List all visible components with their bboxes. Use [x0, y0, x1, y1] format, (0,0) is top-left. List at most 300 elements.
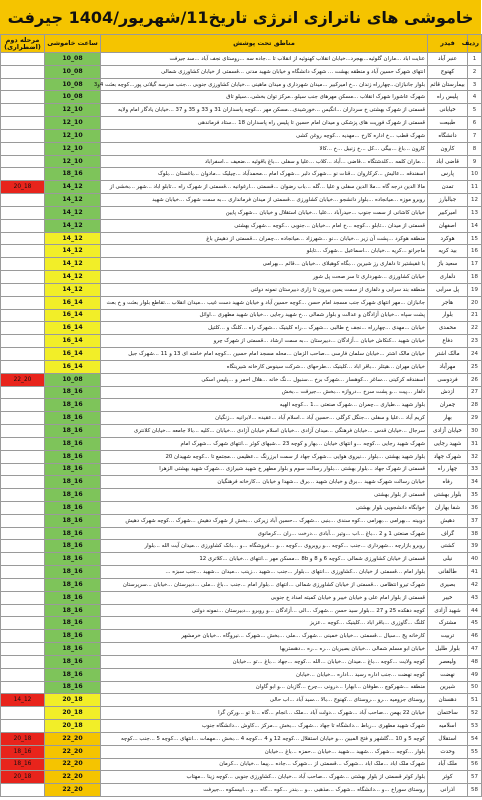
row-index: 26: [468, 373, 482, 386]
outage-time: 10_12: [45, 142, 101, 155]
outage-time: 16_18: [45, 553, 101, 566]
table-row: [1, 489, 482, 502]
feeder-name: نهضت: [428, 668, 468, 681]
emergency-stage: [1, 617, 45, 630]
row-index: 19: [468, 283, 482, 296]
covered-areas: بلوار شهید ...طیاری ...چمران ...شهرک صنعتی ...1 ...کوچه الهیه: [101, 399, 428, 412]
table-row: [1, 322, 482, 335]
feeder-name: بلوار بهشتی: [428, 489, 468, 502]
outage-time: 16_18: [45, 450, 101, 463]
feeder-name: کهنوج: [428, 65, 468, 78]
table-row: [1, 771, 482, 784]
outage-time: 12_14: [45, 206, 101, 219]
outage-time: 08_10: [45, 65, 101, 78]
covered-areas: خیابان مالک اشتر ...خیابان سلمان فارسی ...صاحب الزمان ...محله مسجد امام حسین ...کوچه امام خامنه ای 13 و 11 ...شهرک جبل: [101, 348, 428, 361]
sheet-title: خاموشی های ناترازی انرژی تاریخ11/شهریور/1404 جیرفت: [0, 0, 481, 35]
header-row: [1, 35, 482, 53]
table-row: [1, 399, 482, 412]
covered-areas: کوچه دهکده 25 و 27 ...بلوار سید حسن ...شهرک ...الی ...آزادگان ...و روبرو ...دبیرستان ...نمونه دولتی: [101, 604, 428, 617]
table-row: [1, 309, 482, 322]
table-row: [1, 53, 482, 66]
table-row: [1, 527, 482, 540]
row-index: 55: [468, 745, 482, 758]
table-row: [1, 553, 482, 566]
outage-time: 12_14: [45, 181, 101, 194]
table-row: [1, 194, 482, 207]
table-row: [1, 271, 482, 284]
emergency-stage: 18_20: [1, 732, 45, 745]
covered-areas: کریم آباد ...علیا و سفلی ...جنگل کرگلی ...حسین آباد ...اسلام آباد ...عقیده ...لابرانیه ...زنگیان: [101, 412, 428, 425]
emergency-stage: [1, 206, 45, 219]
emergency-stage: 16_18: [1, 758, 45, 771]
row-index: 32: [468, 450, 482, 463]
outage-time: 12_14: [45, 283, 101, 296]
row-index: 47: [468, 643, 482, 656]
covered-areas: شهرک صنعتی 1 و 2 ...باغ ...اب ...وتیر ...آبادی ...درخت ...ران ...کرمانوی: [101, 527, 428, 540]
emergency-stage: [1, 129, 45, 142]
emergency-stage: [1, 501, 45, 514]
feeder-name: اذرانی: [428, 784, 468, 797]
feeder-name: دهیش: [428, 514, 468, 527]
feeder-name: بیمارستان قائم: [428, 78, 468, 91]
covered-areas: کوچه نهضت ...جنب اداره رسید ...اداره ...خیابان ...خیابان: [101, 668, 428, 681]
feeder-name: هوکرد: [428, 232, 468, 245]
outage-time: 10_12: [45, 129, 101, 142]
covered-areas: خیابان ...مهدی ...چهارراه ...نجف خ طالبی ...شهرک ...راه کلینیک ...شهرک راه ...کلنگ و ...کلتیل: [101, 322, 428, 335]
row-index: 24: [468, 348, 482, 361]
covered-areas: منطقه ...شهرکوچ ...طوفان ...ابهارا ...درونی ...چرخ ...گازبان ...و ابو گاوان: [101, 681, 428, 694]
covered-areas: منطقه هوکرد ...پشت آن زیر ...خیابان ...نو ...شهرزاد ...میانجاده ...چمران ...قسمتی از دهیش باغ: [101, 232, 428, 245]
outage-time: 16_18: [45, 168, 101, 181]
feeder-name: قاضی اباد: [428, 155, 468, 168]
covered-areas: کلنگ ...گاوزری ...باقر اباد ...کلینیک ...کوچه ...عزیز: [101, 617, 428, 630]
outage-time: 16_18: [45, 399, 101, 412]
emergency-stage: [1, 194, 45, 207]
emergency-stage: [1, 219, 45, 232]
covered-areas: خیابان 22 بهمن ...صاحب آباد ...شهرک ...دولت آباد ...ملک ...انجام ...گاه ...تا تو ...ورکن گرا: [101, 707, 428, 720]
table-row: [1, 425, 482, 438]
emergency-stage: [1, 245, 45, 258]
feeder-name: کوثر: [428, 771, 468, 784]
emergency-stage: [1, 296, 45, 309]
row-index: 31: [468, 437, 482, 450]
feeder-name: محمدی: [428, 322, 468, 335]
emergency-stage: [1, 604, 45, 617]
emergency-stage: [1, 489, 45, 502]
emergency-stage: [1, 168, 45, 181]
table-row: [1, 463, 482, 476]
covered-areas: مالا الدین درجه گاه ...ملا الدین سفلی و علیا ...گله ...باب رضوان ...قسمتی ...ارغوانیه ...قسمتی از شهرک راه ...تابلو اباد ...شهر ...بخشی از: [101, 181, 428, 194]
emergency-stage: [1, 566, 45, 579]
table-row: [1, 681, 482, 694]
table-row: [1, 501, 482, 514]
table-body: [1, 53, 482, 797]
covered-areas: روبرو موزه ...میانجاده ...بلوار دانشجو ...خیابان کشاورزی ...قسمتی از میدان فرمانداری ...به سمت شهرک ...خیابان شهید: [101, 194, 428, 207]
emergency-stage: [1, 399, 45, 412]
emergency-stage: 20_22: [1, 373, 45, 386]
row-index: 48: [468, 655, 482, 668]
feeder-name: بصیری: [428, 578, 468, 591]
covered-areas: بلوار امام ...قسمتی از خیابان ...کشاورزی ...انتهای ...بلوار ...جنب ...شهید ...زینب ...میدان ...شهید ...جنب سبزه ...: [101, 566, 428, 579]
emergency-stage: [1, 463, 45, 476]
row-index: 36: [468, 501, 482, 514]
feeder-name: دفاع: [428, 335, 468, 348]
feeder-name: پل سرابی: [428, 283, 468, 296]
emergency-stage: [1, 53, 45, 66]
outage-time: 16_18: [45, 463, 101, 476]
row-index: 40: [468, 553, 482, 566]
covered-areas: قسمتی از شهرک بهشتی خ سرداران ...انگیس ...خورشیدی...مسکن مهر ...کوچه پاسداران 31 و 33 و 35 و 37 ...خیابان یادگار امام ولایه: [101, 104, 428, 117]
covered-areas: سرجال ...خیابان قدس ...خیابان فرهنگی ...میدان آزادی ...خیابان اسلام خیابان آزادی ...خیابان ...کلیه ...بالا جامعه ...خیابان کلانتری: [101, 425, 428, 438]
table-row: [1, 232, 482, 245]
feeder-name: نیلی: [428, 553, 468, 566]
emergency-stage: [1, 476, 45, 489]
row-index: 25: [468, 360, 482, 373]
covered-areas: شهرک شهید رجایی ...کوچه ...و انتهای خیابان ...بهار و کوچه 23 ...شبهای کوثر ...انتهای شهرک ...شهرک امام: [101, 437, 428, 450]
feeder-name: شهید آزادی: [428, 604, 468, 617]
covered-areas: بلوار جانبازان...چهارراه زندان ...خ امیرکبیر ...میدان شهرداری و میدان ماهینی ...خیابان کشاورزی جنوبی ...جنب مدرسه گیلانی پور...کوچه بعثت 4و3: [101, 78, 428, 91]
emergency-stage: [1, 630, 45, 643]
covered-areas: قسمتی از شهرک جهاد ...بلوار بهشتی ...بلوار رسالت سوم و بلوار مطهر خ شهید شیرازی ...شهرک شهید بهشتی الزهرا: [101, 463, 428, 476]
feeder-name: ازدش: [428, 386, 468, 399]
covered-areas: کوچه ولایت ...کوچه ...باغ ...میدان ...خیابان ...الله ...کوچه ...جهاد ...باغ ...تو ...خیابان: [101, 655, 428, 668]
feeder-name: بلوار: [428, 309, 468, 322]
outage-time: 16_18: [45, 540, 101, 553]
covered-areas: روبرو بازارچه ...شهرداری ...جنب ...کوچه ...و روبروی ...کوچه ...و ...فروشگاه ...و ...بانک کشاورزی ...میدان آیت الله ...بلوار: [101, 540, 428, 553]
table-row: [1, 707, 482, 720]
row-index: 3: [468, 78, 482, 91]
row-index: 29: [468, 412, 482, 425]
emergency-stage: [1, 514, 45, 527]
covered-areas: قسمتی از بلوار امام علی و خیابان خیبر و خیابان کمیته امداد خ جنوبی: [101, 591, 428, 604]
row-index: 17: [468, 258, 482, 271]
row-index: 53: [468, 720, 482, 733]
emergency-stage: [1, 643, 45, 656]
feeder-name: شیرین: [428, 681, 468, 694]
row-index: 12: [468, 194, 482, 207]
table-row: [1, 668, 482, 681]
row-index: 39: [468, 540, 482, 553]
table-row: [1, 476, 482, 489]
covered-areas: قسمتی از بلوار بهشتی: [101, 489, 428, 502]
table-row: [1, 720, 482, 733]
covered-areas: ماجرانو ...کریه ...خیابان ...اسماعیل ...شهرک ...تابلو: [101, 245, 428, 258]
table-row: [1, 258, 482, 271]
feeder-name: بلوار طلیل: [428, 643, 468, 656]
emergency-stage: [1, 450, 45, 463]
table-row: [1, 540, 482, 553]
table-row: [1, 283, 482, 296]
row-index: 10: [468, 168, 482, 181]
covered-areas: شهرک قطب ...خ اداره کارخ ...مهدیه ...کوچه روغن کشی: [101, 129, 428, 142]
row-index: 7: [468, 129, 482, 142]
feeder-name: ملک آباد: [428, 758, 468, 771]
outage-time: 12_14: [45, 194, 101, 207]
header-areas: مناطق تحت پوشش: [101, 35, 428, 53]
row-index: 42: [468, 578, 482, 591]
emergency-stage: [1, 553, 45, 566]
table-row: [1, 296, 482, 309]
outage-time: 20_22: [45, 758, 101, 771]
outage-time: 16_18: [45, 604, 101, 617]
covered-areas: خیابان شهید ...کنکاش خیابان ...آزادگان ...دبیرستان ...به سمت ارشاد ...قسمتی از شهرک چرو: [101, 335, 428, 348]
feeder-name: مالک اشتر: [428, 348, 468, 361]
emergency-stage: [1, 591, 45, 604]
covered-areas: کارخانه پخ ...سیال ...قسمتی ...خیابان خمینی ...شهرک ...ملی ...بخش ...شهرک ...نیروگاه ...خیابان خرمشهر: [101, 630, 428, 643]
feeder-name: خیابان آزادی: [428, 425, 468, 438]
row-index: 5: [468, 104, 482, 117]
row-index: 43: [468, 591, 482, 604]
feeder-name: عنبر آباد: [428, 53, 468, 66]
feeder-name: هاجر: [428, 296, 468, 309]
row-index: 33: [468, 463, 482, 476]
feeder-name: بید کریه: [428, 245, 468, 258]
emergency-stage: 12_14: [1, 694, 45, 707]
row-index: 38: [468, 527, 482, 540]
row-index: 21: [468, 309, 482, 322]
emergency-stage: [1, 104, 45, 117]
emergency-stage: [1, 348, 45, 361]
outage-time: 16_18: [45, 489, 101, 502]
feeder-name: مشترک: [428, 617, 468, 630]
covered-areas: بلوار ...کوچه ...شهرک ...شهید ...شهید ...خیابان ...حمزه ...باغ ...خیابان: [101, 745, 428, 758]
feeder-name: امیرکبیر: [428, 206, 468, 219]
table-row: [1, 117, 482, 130]
emergency-stage: [1, 437, 45, 450]
emergency-stage: [1, 65, 45, 78]
row-index: 4: [468, 91, 482, 104]
table-row: [1, 373, 482, 386]
covered-areas: شهرک شهید مطهری ...رباط ...دانشگاه تا جهاد ...شهرک ...بخش ...مرکز ...کاوش ...دانشگاه جنوب: [101, 720, 428, 733]
emergency-stage: [1, 271, 45, 284]
outage-time: 16_18: [45, 437, 101, 450]
covered-areas: قسمتی از میدان ...تابلو ...کوچه ...خ امام ...خیابان ...جنوبی ...کوچه ...شهرک بهشتی: [101, 219, 428, 232]
outage-time: 20_22: [45, 771, 101, 784]
feeder-name: دانشگاه: [428, 129, 468, 142]
outage-time: 18_20: [45, 720, 101, 733]
outage-time: 12_14: [45, 232, 101, 245]
row-index: 27: [468, 386, 482, 399]
outage-time: 08_10: [45, 91, 101, 104]
emergency-stage: [1, 91, 45, 104]
table-row: [1, 604, 482, 617]
covered-areas: روستای سوراخ ...و ...دانشگاه ...شهرک ...مذهبی ...و ...بندر ...کوه ...گاه ...و ...ابیسکوه ...جیرفت: [101, 784, 428, 797]
outage-time: 14_16: [45, 348, 101, 361]
row-index: 2: [468, 65, 482, 78]
table-row: [1, 784, 482, 797]
outage-time: 20_22: [45, 745, 101, 758]
covered-areas: بلوار کوثر قسمتی از بلوار بهشتی ...شهرک ...صاحب آباد ...خیابان ...کشاورزی جنوبی ...کوچه زینا ...مهتاب: [101, 771, 428, 784]
outage-time: 16_18: [45, 681, 101, 694]
covered-areas: خوابگاه دانشجویی بلوار بهشتی: [101, 501, 428, 514]
covered-areas: کارون ...باغ ...بیگی ...کل ...خ زنبیل ...خ ...کالا: [101, 142, 428, 155]
emergency-stage: [1, 668, 45, 681]
header-index: ردیف: [468, 35, 482, 53]
outage-time: 12_14: [45, 219, 101, 232]
table-row: [1, 91, 482, 104]
covered-areas: خیابان ابو مسلم شمالی ...خیابان بصیریان ...ره ...ره ...دهستریها: [101, 643, 428, 656]
row-index: 57: [468, 771, 482, 784]
table-row: [1, 168, 482, 181]
table-row: [1, 219, 482, 232]
table-row: [1, 643, 482, 656]
row-index: 45: [468, 617, 482, 630]
row-index: 20: [468, 296, 482, 309]
outage-time: 10_12: [45, 104, 101, 117]
row-index: 13: [468, 206, 482, 219]
table-row: [1, 617, 482, 630]
table-row: [1, 732, 482, 745]
table-row: [1, 335, 482, 348]
outage-time: 14_16: [45, 322, 101, 335]
emergency-stage: [1, 309, 45, 322]
row-index: 54: [468, 732, 482, 745]
feeder-name: اصفهان: [428, 219, 468, 232]
covered-areas: انتهای شهرک حسین آباد و منطقه بهشت ... شهرک دانشگاه و خیابان شهید مدنی ...قسمتی از خیابان کشاورزی شمالی: [101, 65, 428, 78]
table-row: [1, 655, 482, 668]
emergency-stage: [1, 386, 45, 399]
covered-areas: دوبینه ...بهرامی ...بهرامی ...کوه سندی ...بنبی ...شهرک ...حسین آباد زیرکی ...بخش از شهرک دهیش ...شهرک ...کوچه شهرک دهیش: [101, 514, 428, 527]
row-index: 50: [468, 681, 482, 694]
outage-time: 16_18: [45, 566, 101, 579]
feeder-name: خیبر: [428, 591, 468, 604]
covered-areas: قسمتی از شهرک فوریت های پزشکی و میدان امام حسین تا پلیس راه پاسداران 18 ...ستاد فرماندهی: [101, 117, 428, 130]
covered-areas: کوچه 5 و 10 ...گلشهر و فتح المبین ...و خیابان استقلال ...کوچه 12 و 4 ...کوچه 4 ...بخش ...مهمات ...انتهای ...کوچه 5 ...جنب ...کوچه: [101, 732, 428, 745]
table-row: [1, 155, 482, 168]
emergency-stage: [1, 258, 45, 271]
outage-time: 08_10: [45, 78, 101, 91]
emergency-stage: 18_20: [1, 771, 45, 784]
outage-time: 12_14: [45, 245, 101, 258]
outage-time: 10_12: [45, 117, 101, 130]
feeder-name: فردوسی: [428, 373, 468, 386]
row-index: 9: [468, 155, 482, 168]
feeder-name: سعید باژ: [428, 258, 468, 271]
emergency-stage: [1, 784, 45, 797]
row-index: 58: [468, 784, 482, 797]
emergency-stage: [1, 360, 45, 373]
outage-table: [0, 34, 482, 797]
feeder-name: رفاه: [428, 476, 468, 489]
feeder-name: کشتی: [428, 540, 468, 553]
covered-areas: پشت سپاه ...خیابان آزادگان و عدالت و بلوار شمالی ...خ شهید رجایی ...خیابان شهید مطهری ...اوائل: [101, 309, 428, 322]
emergency-stage: [1, 322, 45, 335]
feeder-name: گراف: [428, 527, 468, 540]
feeder-name: چمران: [428, 399, 468, 412]
emergency-stage: [1, 707, 45, 720]
table-row: [1, 65, 482, 78]
outage-time: 16_18: [45, 655, 101, 668]
feeder-name: چهار راه: [428, 463, 468, 476]
feeder-name: شهرک جهاد: [428, 450, 468, 463]
outage-time: 16_18: [45, 476, 101, 489]
outage-time: 16_18: [45, 668, 101, 681]
covered-areas: خیابان کشاورزی ...شهرداری تا سر صحت پل شور: [101, 271, 428, 284]
feeder-name: طالقانی: [428, 566, 468, 579]
feeder-name: خیابانی: [428, 104, 468, 117]
outage-time: 16_18: [45, 501, 101, 514]
row-index: 15: [468, 232, 482, 245]
row-index: 11: [468, 181, 482, 194]
row-index: 37: [468, 514, 482, 527]
row-index: 28: [468, 399, 482, 412]
covered-areas: منطقه بند سرابی و دلفاری از سمت یمین بیرون تا زاری دبیرستان نمونه دولتی: [101, 283, 428, 296]
feeder-name: وحدت: [428, 745, 468, 758]
table-row: [1, 142, 482, 155]
outage-time: 16_18: [45, 617, 101, 630]
emergency-stage: [1, 412, 45, 425]
covered-areas: عنایت اباد ...ماران گلوئیه...بهجرد...خیابان انقلاب کهنوئیه از انقلاب تا ...جاده سه ...روستای نجف آباد ...سد جیرفت: [101, 53, 428, 66]
emergency-stage: [1, 117, 45, 130]
row-index: 51: [468, 694, 482, 707]
outage-time: 18_20: [45, 694, 101, 707]
emergency-stage: [1, 155, 45, 168]
emergency-stage: [1, 142, 45, 155]
emergency-stage: [1, 578, 45, 591]
row-index: 52: [468, 707, 482, 720]
outage-time: 16_18: [45, 412, 101, 425]
covered-areas: اسفندقه کرکینی ...ساغر ...کوهسار ...شهرک برخ ...سنبول ...نگ خانه ...هلال احمر و ...پلیس اسکی: [101, 373, 428, 386]
row-index: 1: [468, 53, 482, 66]
outage-time: 16_18: [45, 630, 101, 643]
row-index: 34: [468, 476, 482, 489]
feeder-name: شهید رجایی: [428, 437, 468, 450]
feeder-name: طبیعت: [428, 117, 468, 130]
row-index: 41: [468, 566, 482, 579]
outage-time: 10_12: [45, 155, 101, 168]
feeder-name: دلفاری: [428, 271, 468, 284]
outage-time: 08_10: [45, 53, 101, 66]
row-index: 8: [468, 142, 482, 155]
row-index: 46: [468, 630, 482, 643]
outage-time: 12_14: [45, 258, 101, 271]
emergency-stage: [1, 78, 45, 91]
outage-time: 16_18: [45, 527, 101, 540]
table-row: [1, 78, 482, 91]
outage-time: 12_14: [45, 271, 101, 284]
feeder-name: شفا بهاران: [428, 501, 468, 514]
table-row: [1, 129, 482, 142]
emergency-stage: [1, 681, 45, 694]
table-row: [1, 437, 482, 450]
table-row: [1, 758, 482, 771]
table-row: [1, 566, 482, 579]
row-index: 44: [468, 604, 482, 617]
covered-areas: با غفیشتیر تا دلفاری رز شیرین ...بگاه کوهبلای ...خیابان ...قائم ...بهرامی: [101, 258, 428, 271]
table-row: [1, 348, 482, 361]
feeder-name: استقلال: [428, 732, 468, 745]
outage-time: 14_16: [45, 360, 101, 373]
table-row: [1, 694, 482, 707]
row-index: 6: [468, 117, 482, 130]
emergency-stage: [1, 720, 45, 733]
emergency-stage: 18_20: [1, 181, 45, 194]
feeder-name: مهرآباد: [428, 360, 468, 373]
covered-areas: قسمتی از خیابان کشاورزی شمالی ...کوچه 6 و 8 و 8b ...مسکن مهر ...انتهای ...خیابان ...کلاتری 12: [101, 553, 428, 566]
feeder-name: پلیس راه: [428, 91, 468, 104]
row-index: 23: [468, 335, 482, 348]
outage-time: 14_16: [45, 296, 101, 309]
emergency-stage: [1, 655, 45, 668]
outage-time: 16_18: [45, 643, 101, 656]
table-row: [1, 578, 482, 591]
table-row: [1, 450, 482, 463]
outage-time: 16_18: [45, 591, 101, 604]
emergency-stage: [1, 232, 45, 245]
outage-time: 16_18: [45, 578, 101, 591]
emergency-stage: [1, 540, 45, 553]
row-index: 14: [468, 219, 482, 232]
